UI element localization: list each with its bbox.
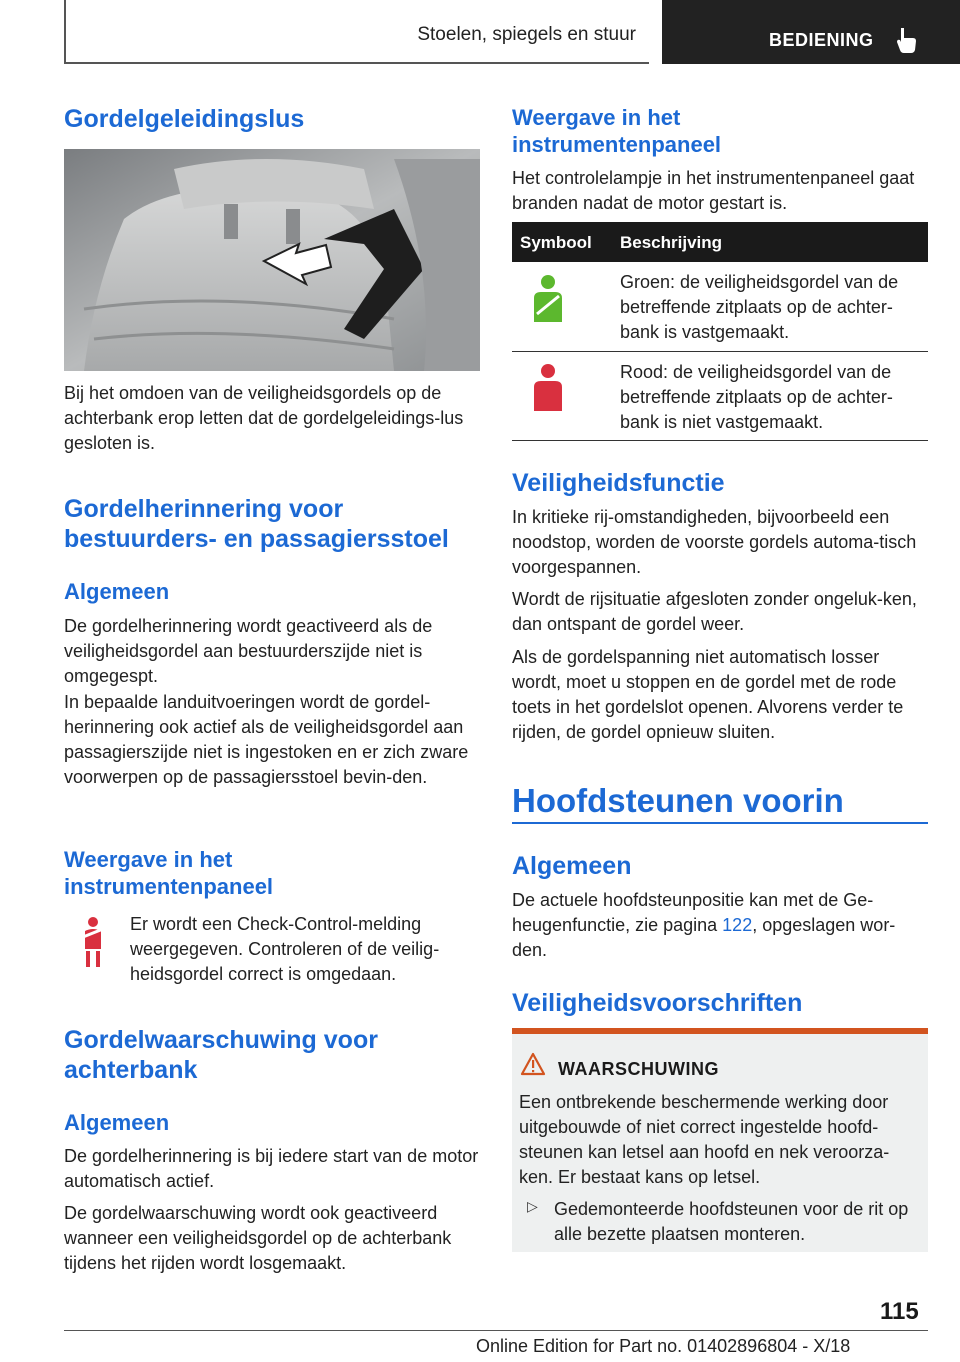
warning-title: WAARSCHUWING: [558, 1059, 719, 1079]
table-row-green-text: Groen: de veiligheidsgordel van de betreffende zitplaats op de achter-bank is vastgemaakt.: [620, 272, 899, 342]
headrest-heading-rule: [512, 822, 928, 824]
heading-front-headrests: Hoofdsteunen voorin: [512, 782, 844, 819]
belt-loop-text: Bij het omdoen van de veiligheidsgordels op de achterbank erop letten dat de gordelgeleidings-lus gesloten is.: [64, 383, 464, 453]
hand-pointer-icon: [895, 26, 919, 54]
table-row-divider: [512, 351, 928, 352]
display-text: Er wordt een Check-Control-melding weergegeven. Controleren of de veilig-heidsgordel correct is omgedaan.: [130, 914, 440, 984]
seatbelt-warning-icon: [80, 915, 106, 969]
safety-paragraph-1: In kritieke rij-omstandigheden, bijvoorbeeld een noodstop, worden de voorste gordels automa-tisch voorgespannen.: [512, 507, 917, 577]
footer-rule-right: [864, 1330, 928, 1331]
heading-rear-display-line2: instrumentenpaneel: [512, 132, 722, 157]
symbol-table-header: [512, 222, 928, 262]
table-bottom-divider: [512, 440, 928, 441]
heading-general: Algemeen: [64, 579, 170, 604]
heading-safety-rules: Veiligheidsvoorschriften: [512, 989, 803, 1017]
heading-belt-loop: Gordelgeleidingslus: [64, 105, 305, 133]
warning-text: Een ontbrekende beschermende werking door uitgebouwde of niet correct ingestelde hoofd-steunen kan letsel aan hoofd en nek veroorza-ken. Er bestaat kans op letsel.: [519, 1092, 890, 1187]
page-122-link[interactable]: 122: [722, 915, 753, 935]
heading-rear-display-line1: Weergave in het: [512, 105, 681, 130]
heading-general-2: Algemeen: [64, 1110, 170, 1135]
col-symbol-header: Symbool: [520, 233, 592, 252]
reminder-paragraph-1: De gordelherinnering wordt geactiveerd als de veiligheidsgordel aan bestuurderszijde niet is omgegespt.: [64, 616, 433, 686]
reminder-paragraph-2: In bepaalde landuitvoeringen wordt de gordel-herinnering ook actief als de veiligheidsgordel aan passagierszijde niet is ingestoken en er zich zware voorwerpen op de passagiersstoel bevin-den.: [64, 692, 469, 787]
rear-display-text: Het controlelampje in het instrumentenpaneel gaat branden nadat de motor gestart is.: [512, 168, 915, 213]
page-number: 115: [880, 1298, 919, 1325]
headrest-text-start: De actuele hoofdsteunpositie kan met de Ge-heugenfunctie, zie pagina: [512, 890, 874, 935]
heading-safety-function: Veiligheidsfunctie: [512, 469, 725, 497]
headrest-text-end: , opgeslagen wor-den.: [512, 915, 896, 960]
safety-paragraph-3: Als de gordelspanning niet automatisch losser wordt, moet u stoppen en de gordel met de rode toets in het gordelslot openen. Alvorens verder te rijden, de gordel opnieuw sluiten.: [512, 647, 904, 742]
header-underline: [64, 62, 649, 64]
heading-rear-line1: Gordelwaarschuwing voor: [64, 1026, 378, 1054]
rear-paragraph-1: De gordelherinnering is bij iedere start van de motor automatisch actief.: [64, 1146, 479, 1191]
heading-display-line2: instrumentenpaneel: [64, 874, 274, 899]
heading-reminder-line1: Gordelherinnering voor: [64, 495, 344, 523]
heading-general-headrest: Algemeen: [512, 852, 632, 880]
safety-paragraph-2: Wordt de rijsituatie afgesloten zonder ongeluk-ken, dan ontspant de gordel weer.: [512, 589, 917, 634]
header-section-title: Stoelen, spiegels en stuur: [417, 24, 636, 45]
heading-display-line1: Weergave in het: [64, 847, 233, 872]
table-row-red-text: Rood: de veiligheidsgordel van de betreffende zitplaats op de achter-bank is niet vastgemaakt.: [620, 362, 893, 432]
seat-belt-loop-photo: [64, 149, 480, 371]
headrest-text: [512, 888, 927, 963]
warning-triangle-icon: [520, 1052, 546, 1076]
footer-edition: Online Edition for Part no. 01402896804 - X/18: [476, 1336, 851, 1356]
col-description-header: Beschrijving: [620, 233, 723, 252]
rear-paragraph-2: De gordelwaarschuwing wordt ook geactiveerd wanneer een veiligheidsgordel op de achterbank tijdens het rijden wordt losgemaakt.: [64, 1203, 452, 1273]
heading-rear-line2: achterbank: [64, 1056, 198, 1084]
bullet-triangle-icon: ▷: [527, 1198, 538, 1214]
seatbelt-green-icon: [531, 274, 565, 324]
header-chapter-title: BEDIENING: [769, 30, 874, 50]
heading-reminder-line2: bestuurders- en passagiersstoel: [64, 525, 449, 553]
seatbelt-red-icon: [531, 363, 565, 413]
footer-rule: [64, 1330, 864, 1331]
warning-bullet-text: Gedemonteerde hoofdsteunen voor de rit op alle bezette plaatsen monteren.: [554, 1199, 909, 1244]
